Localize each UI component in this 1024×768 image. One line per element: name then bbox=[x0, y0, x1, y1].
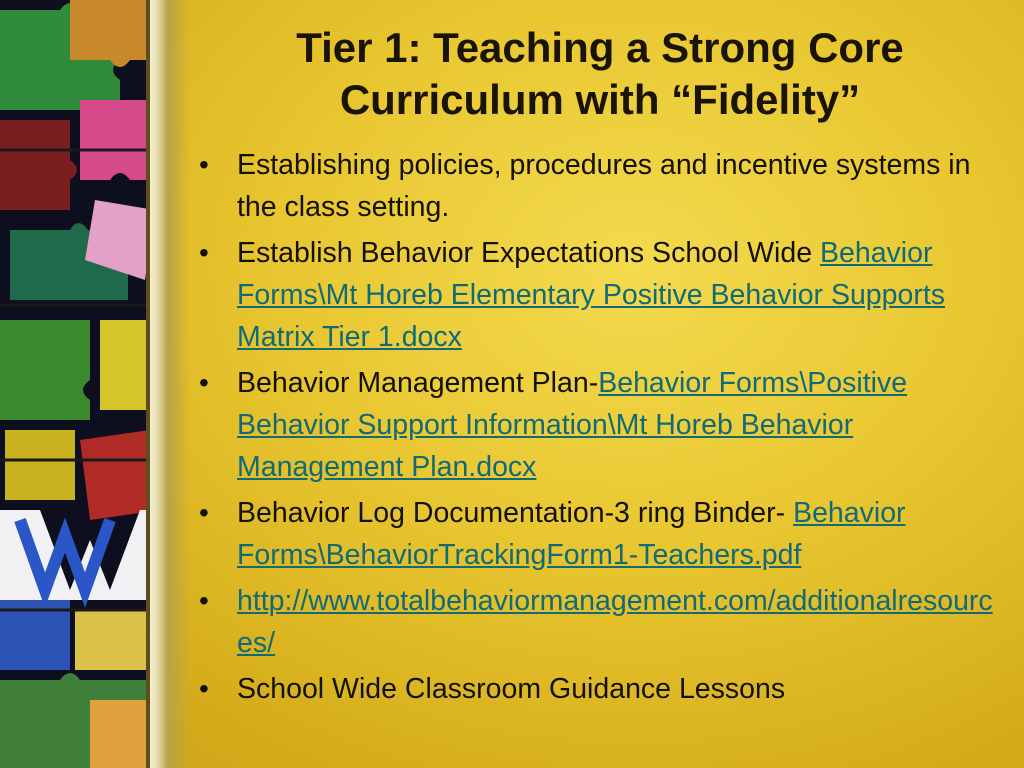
bullet-text: School Wide Classroom Guidance Lessons bbox=[237, 673, 786, 705]
puzzle-pieces-graphic bbox=[0, 0, 160, 768]
strip-highlight bbox=[150, 0, 190, 768]
bullet-item bbox=[196, 580, 996, 664]
bullet-item bbox=[196, 362, 996, 488]
bullet-text: Establishing policies, procedures and incentive systems in the class setting. bbox=[237, 149, 971, 223]
puzzle-pieces-image bbox=[0, 0, 160, 768]
bullet-text: Behavior Management Plan- bbox=[237, 367, 599, 399]
bullet-text: Establish Behavior Expectations School Wide bbox=[237, 237, 820, 269]
slide-title-line1: Tier 1: Teaching a Strong Core bbox=[296, 24, 904, 71]
bullet-item bbox=[196, 144, 996, 228]
bullet-list bbox=[196, 144, 996, 714]
bullet-link[interactable]: Behavior Forms\BehaviorTrackingForm1-Teachers.pdf bbox=[237, 497, 906, 571]
slide-title-line2: Curriculum with “Fidelity” bbox=[339, 76, 861, 123]
bullet-item bbox=[196, 492, 996, 576]
bullet-link[interactable]: http://www.totalbehaviormanagement.com/additionalresources/ bbox=[237, 585, 993, 659]
bullet-item bbox=[196, 232, 996, 358]
bullet-text: Behavior Log Documentation-3 ring Binder- bbox=[237, 497, 794, 529]
bullet-link[interactable]: Behavior Forms\Mt Horeb Elementary Positive Behavior Supports Matrix Tier 1.docx bbox=[237, 237, 946, 353]
bullet-item bbox=[196, 668, 996, 710]
slide-title bbox=[200, 22, 1000, 126]
bullet-link[interactable]: Behavior Forms\Positive Behavior Support Information\Mt Horeb Behavior Management Plan.docx bbox=[237, 367, 908, 483]
